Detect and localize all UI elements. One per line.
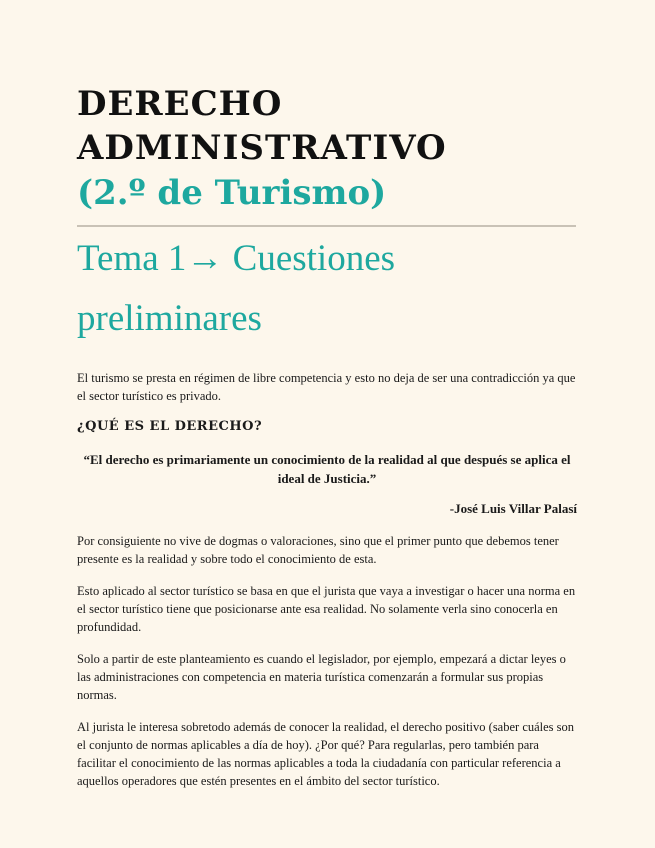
body-paragraph-2: Esto aplicado al sector turístico se basa en que el jurista que vaya a investigar o hacer una norma en el sector turístico tiene que posicionarse ante esa realidad. No solamente verla sino conocerla en profundidad.	[77, 584, 576, 634]
quote-text: “El derecho es primariamente un conocimiento de la realidad al que después se aplica el ideal de Justicia.”	[83, 452, 571, 486]
topic-line-1: Tema 1→ Cuestiones	[77, 238, 396, 279]
body-paragraph-1: Por consiguiente no vive de dogmas o valoraciones, sino que el primer punto que debemos tener presente es la realidad y sobre todo el conocimiento de esta.	[77, 534, 559, 566]
quote-author: -José Luis Villar Palasí	[449, 501, 577, 516]
document-page	[77, 82, 577, 790]
body-paragraph-3: Solo a partir de este planteamiento es cuando el legislador, por ejemplo, empezará a dictar leyes o las administraciones con competencia en materia turística comenzarán a formular sus propias normas.	[77, 652, 566, 702]
title-line-2: ADMINISTRATIVO	[77, 128, 447, 168]
document-title	[77, 82, 577, 170]
intro-paragraph: El turismo se presta en régimen de libre competencia y esto no deja de ser una contradicción ya que el sector turístico es privado.	[77, 371, 576, 403]
document-subtitle: (2.º de Turismo)	[77, 173, 387, 213]
title-divider	[77, 225, 576, 227]
body-paragraph-4: Al jurista le interesa sobretodo además de conocer la realidad, el derecho positivo (saber cuáles son el conjunto de normas aplicables a día de hoy). ¿Por qué? Para regularlas, pero también para facilitar el conocimiento de las normas aplicables a toda la ciudadanía con particular referencia a aquellos operadores que estén presentes en el ámbito del sector turístico.	[77, 720, 575, 788]
section-heading: ¿QUÉ ES EL DERECHO?	[77, 419, 263, 434]
topic-title	[77, 229, 577, 349]
title-line-1: DERECHO	[77, 84, 283, 124]
topic-line-2: preliminares	[77, 298, 262, 339]
